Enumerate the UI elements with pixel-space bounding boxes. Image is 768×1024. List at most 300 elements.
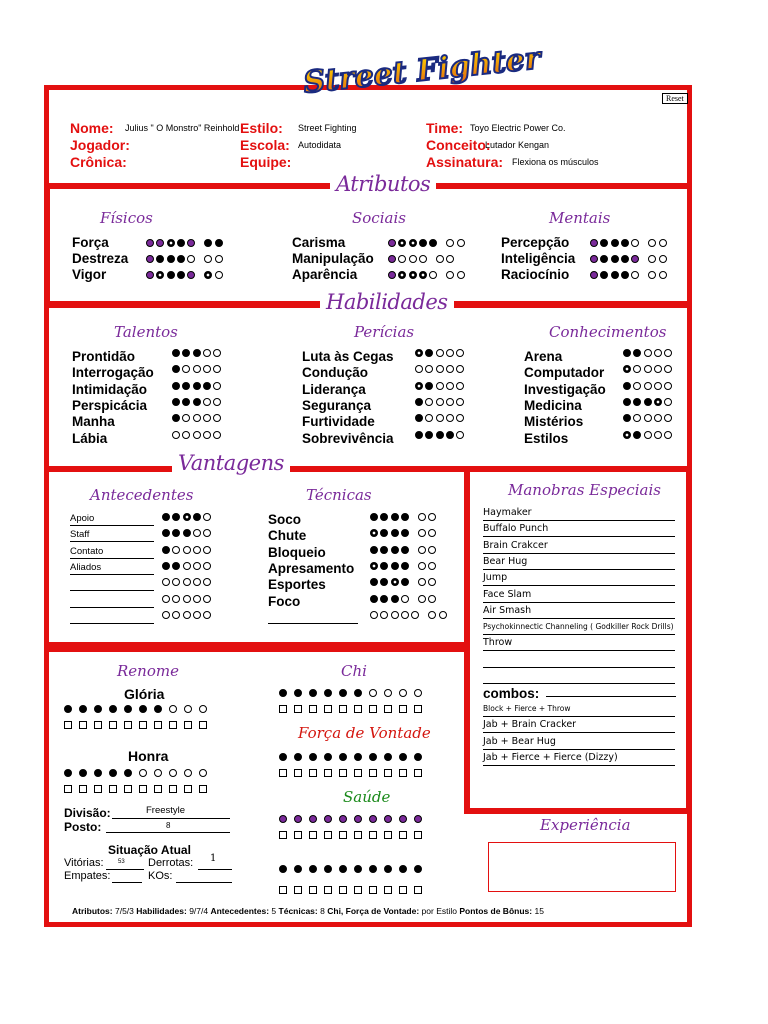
trait-dot[interactable] <box>398 271 406 279</box>
track-square[interactable] <box>124 721 132 729</box>
trait-dot[interactable] <box>156 255 164 263</box>
trait-dot[interactable] <box>380 562 388 570</box>
trait-dot[interactable] <box>177 255 185 263</box>
trait-dot[interactable] <box>370 578 378 586</box>
manobra-line[interactable]: Brain Crakcer <box>483 540 675 554</box>
ability-dots[interactable] <box>172 431 223 439</box>
forca-vontade-dots[interactable] <box>279 753 429 761</box>
track-square[interactable] <box>324 831 332 839</box>
ability-dots[interactable] <box>623 382 674 390</box>
track-square[interactable] <box>294 831 302 839</box>
trait-dots[interactable] <box>590 271 669 279</box>
trait-dot[interactable] <box>204 239 212 247</box>
track-square[interactable] <box>109 721 117 729</box>
trait-dot[interactable] <box>654 382 662 390</box>
trait-dot[interactable] <box>177 239 185 247</box>
trait-dot[interactable] <box>428 578 436 586</box>
trait-dot[interactable] <box>664 431 672 439</box>
gloria-squares[interactable] <box>64 721 214 729</box>
ability-dots[interactable] <box>623 365 674 373</box>
track-square[interactable] <box>294 705 302 713</box>
track-square[interactable] <box>369 886 377 894</box>
trait-dot[interactable] <box>429 239 437 247</box>
empates-field[interactable] <box>112 870 142 883</box>
track-dot[interactable] <box>139 705 147 713</box>
track-dot[interactable] <box>369 753 377 761</box>
antecedente-dots[interactable] <box>162 562 213 570</box>
track-dot[interactable] <box>354 689 362 697</box>
tecnica-dots[interactable] <box>370 578 439 586</box>
trait-dot[interactable] <box>425 431 433 439</box>
trait-dot[interactable] <box>418 513 426 521</box>
trait-dot[interactable] <box>167 271 175 279</box>
manobra-line[interactable]: Throw <box>483 637 675 651</box>
antecedente-field[interactable] <box>70 610 154 624</box>
trait-dot[interactable] <box>633 365 641 373</box>
track-dot[interactable] <box>139 769 147 777</box>
vitorias-value[interactable]: 53 <box>118 859 125 865</box>
track-square[interactable] <box>369 831 377 839</box>
trait-dot[interactable] <box>644 414 652 422</box>
saude-dots-1[interactable] <box>279 815 429 823</box>
trait-dot[interactable] <box>425 365 433 373</box>
track-dot[interactable] <box>309 815 317 823</box>
trait-dot[interactable] <box>401 546 409 554</box>
track-square[interactable] <box>79 721 87 729</box>
trait-dot[interactable] <box>193 365 201 373</box>
track-dot[interactable] <box>354 753 362 761</box>
honra-dots[interactable] <box>64 769 214 777</box>
track-square[interactable] <box>309 705 317 713</box>
tecnica-dots[interactable] <box>370 546 439 554</box>
manobra-line[interactable]: Face Slam <box>483 589 675 603</box>
trait-dot[interactable] <box>415 349 423 357</box>
trait-dot[interactable] <box>380 595 388 603</box>
track-dot[interactable] <box>309 753 317 761</box>
trait-dot[interactable] <box>187 271 195 279</box>
gloria-dots[interactable] <box>64 705 214 713</box>
trait-dot[interactable] <box>623 431 631 439</box>
antecedente-dots[interactable] <box>162 595 213 603</box>
trait-dot[interactable] <box>182 398 190 406</box>
trait-dot[interactable] <box>428 611 436 619</box>
antecedente-field[interactable]: Contato <box>70 545 154 559</box>
trait-dot[interactable] <box>193 349 201 357</box>
trait-dot[interactable] <box>664 365 672 373</box>
track-dot[interactable] <box>124 769 132 777</box>
trait-dot[interactable] <box>446 255 454 263</box>
trait-dot[interactable] <box>457 239 465 247</box>
track-dot[interactable] <box>94 769 102 777</box>
track-dot[interactable] <box>169 769 177 777</box>
trait-dot[interactable] <box>664 382 672 390</box>
track-square[interactable] <box>399 831 407 839</box>
trait-dot[interactable] <box>162 513 170 521</box>
antecedente-dots[interactable] <box>162 546 213 554</box>
header-value[interactable]: Street Fighting <box>298 123 357 133</box>
trait-dot[interactable] <box>391 546 399 554</box>
trait-dot[interactable] <box>172 529 180 537</box>
trait-dot[interactable] <box>415 365 423 373</box>
trait-dot[interactable] <box>177 271 185 279</box>
trait-dot[interactable] <box>633 414 641 422</box>
trait-dot[interactable] <box>391 595 399 603</box>
trait-dot[interactable] <box>644 382 652 390</box>
trait-dots[interactable] <box>388 255 457 263</box>
manobra-line[interactable] <box>483 654 675 668</box>
track-square[interactable] <box>294 769 302 777</box>
tecnica-field[interactable] <box>268 610 358 624</box>
track-square[interactable] <box>309 831 317 839</box>
trait-dot[interactable] <box>418 546 426 554</box>
trait-dot[interactable] <box>172 431 180 439</box>
track-square[interactable] <box>199 721 207 729</box>
trait-dot[interactable] <box>398 239 406 247</box>
trait-dot[interactable] <box>167 255 175 263</box>
trait-dot[interactable] <box>183 513 191 521</box>
trait-dot[interactable] <box>654 398 662 406</box>
kos-field[interactable] <box>176 870 232 883</box>
trait-dots[interactable] <box>590 239 669 247</box>
trait-dot[interactable] <box>203 382 211 390</box>
track-dot[interactable] <box>339 865 347 873</box>
trait-dot[interactable] <box>456 431 464 439</box>
trait-dot[interactable] <box>370 546 378 554</box>
track-dot[interactable] <box>294 753 302 761</box>
track-dot[interactable] <box>369 815 377 823</box>
track-square[interactable] <box>324 705 332 713</box>
trait-dot[interactable] <box>456 414 464 422</box>
track-square[interactable] <box>369 769 377 777</box>
trait-dot[interactable] <box>204 255 212 263</box>
track-dot[interactable] <box>399 865 407 873</box>
trait-dot[interactable] <box>162 562 170 570</box>
trait-dot[interactable] <box>172 365 180 373</box>
trait-dot[interactable] <box>590 239 598 247</box>
trait-dot[interactable] <box>590 271 598 279</box>
track-square[interactable] <box>279 705 287 713</box>
trait-dot[interactable] <box>172 546 180 554</box>
trait-dots[interactable] <box>146 239 225 247</box>
track-square[interactable] <box>64 785 72 793</box>
antecedente-field[interactable] <box>70 594 154 608</box>
trait-dot[interactable] <box>648 255 656 263</box>
manobra-line[interactable]: Bear Hug <box>483 556 675 570</box>
track-dot[interactable] <box>369 689 377 697</box>
track-square[interactable] <box>279 886 287 894</box>
track-square[interactable] <box>354 705 362 713</box>
trait-dot[interactable] <box>621 239 629 247</box>
trait-dot[interactable] <box>415 414 423 422</box>
trait-dot[interactable] <box>203 398 211 406</box>
trait-dot[interactable] <box>436 431 444 439</box>
trait-dot[interactable] <box>415 431 423 439</box>
trait-dot[interactable] <box>648 239 656 247</box>
track-dot[interactable] <box>399 753 407 761</box>
trait-dot[interactable] <box>419 271 427 279</box>
ability-dots[interactable] <box>623 398 674 406</box>
track-square[interactable] <box>109 785 117 793</box>
track-square[interactable] <box>414 769 422 777</box>
track-dot[interactable] <box>294 689 302 697</box>
combo-line[interactable]: Block + Fierce + Throw <box>483 703 675 717</box>
trait-dots[interactable] <box>146 271 225 279</box>
manobra-line[interactable]: Psychokinnectic Channeling ( Godkiller Rock Drills) <box>483 621 675 635</box>
trait-dot[interactable] <box>428 562 436 570</box>
trait-dot[interactable] <box>213 414 221 422</box>
tecnica-dots[interactable] <box>370 513 439 521</box>
trait-dot[interactable] <box>664 349 672 357</box>
track-dot[interactable] <box>279 815 287 823</box>
trait-dot[interactable] <box>401 578 409 586</box>
trait-dot[interactable] <box>633 431 641 439</box>
ability-dots[interactable] <box>172 414 223 422</box>
track-dot[interactable] <box>64 705 72 713</box>
track-dot[interactable] <box>369 865 377 873</box>
trait-dot[interactable] <box>193 431 201 439</box>
trait-dot[interactable] <box>183 529 191 537</box>
ability-dots[interactable] <box>172 349 223 357</box>
trait-dot[interactable] <box>425 414 433 422</box>
track-square[interactable] <box>184 721 192 729</box>
trait-dot[interactable] <box>621 271 629 279</box>
track-square[interactable] <box>339 886 347 894</box>
trait-dot[interactable] <box>654 431 662 439</box>
trait-dot[interactable] <box>456 349 464 357</box>
trait-dot[interactable] <box>193 562 201 570</box>
trait-dot[interactable] <box>215 255 223 263</box>
trait-dot[interactable] <box>167 239 175 247</box>
tecnica-dots[interactable] <box>370 595 439 603</box>
track-dot[interactable] <box>294 815 302 823</box>
trait-dot[interactable] <box>418 578 426 586</box>
trait-dot[interactable] <box>388 271 396 279</box>
trait-dot[interactable] <box>623 414 631 422</box>
trait-dot[interactable] <box>203 513 211 521</box>
trait-dot[interactable] <box>182 365 190 373</box>
header-value[interactable]: Autodidata <box>298 140 342 150</box>
trait-dot[interactable] <box>213 398 221 406</box>
track-dot[interactable] <box>324 815 332 823</box>
trait-dot[interactable] <box>193 595 201 603</box>
track-dot[interactable] <box>109 769 117 777</box>
trait-dot[interactable] <box>418 595 426 603</box>
ability-dots[interactable] <box>623 349 674 357</box>
track-dot[interactable] <box>384 815 392 823</box>
chi-squares[interactable] <box>279 705 429 713</box>
tecnica-dots[interactable] <box>370 611 449 619</box>
trait-dot[interactable] <box>193 578 201 586</box>
derrotas-value[interactable]: 1 <box>210 853 217 864</box>
track-square[interactable] <box>384 886 392 894</box>
trait-dot[interactable] <box>644 349 652 357</box>
vitorias-field[interactable] <box>106 857 144 870</box>
track-square[interactable] <box>124 785 132 793</box>
trait-dot[interactable] <box>203 562 211 570</box>
antecedente-field[interactable]: Apoio <box>70 512 154 526</box>
manobra-line[interactable]: Air Smash <box>483 605 675 619</box>
trait-dot[interactable] <box>425 398 433 406</box>
track-square[interactable] <box>94 721 102 729</box>
trait-dot[interactable] <box>456 398 464 406</box>
trait-dot[interactable] <box>183 611 191 619</box>
trait-dot[interactable] <box>436 365 444 373</box>
trait-dot[interactable] <box>436 349 444 357</box>
trait-dot[interactable] <box>654 365 662 373</box>
manobra-line[interactable]: Haymaker <box>483 507 675 521</box>
manobra-line[interactable] <box>483 670 675 684</box>
trait-dot[interactable] <box>621 255 629 263</box>
track-square[interactable] <box>309 769 317 777</box>
trait-dot[interactable] <box>187 255 195 263</box>
trait-dot[interactable] <box>183 595 191 603</box>
track-dot[interactable] <box>309 865 317 873</box>
antecedente-dots[interactable] <box>162 529 213 537</box>
trait-dot[interactable] <box>193 513 201 521</box>
track-dot[interactable] <box>384 865 392 873</box>
trait-dot[interactable] <box>162 546 170 554</box>
trait-dot[interactable] <box>162 578 170 586</box>
trait-dot[interactable] <box>204 271 212 279</box>
trait-dot[interactable] <box>446 349 454 357</box>
track-square[interactable] <box>339 705 347 713</box>
trait-dot[interactable] <box>203 349 211 357</box>
track-dot[interactable] <box>169 705 177 713</box>
trait-dot[interactable] <box>633 382 641 390</box>
trait-dot[interactable] <box>213 382 221 390</box>
antecedente-field[interactable]: Staff <box>70 528 154 542</box>
trait-dot[interactable] <box>611 239 619 247</box>
chi-dots[interactable] <box>279 689 429 697</box>
antecedente-dots[interactable] <box>162 578 213 586</box>
trait-dot[interactable] <box>370 529 378 537</box>
track-dot[interactable] <box>184 705 192 713</box>
ability-dots[interactable] <box>172 382 223 390</box>
track-dot[interactable] <box>199 705 207 713</box>
trait-dot[interactable] <box>436 382 444 390</box>
trait-dot[interactable] <box>611 255 619 263</box>
trait-dot[interactable] <box>172 414 180 422</box>
track-dot[interactable] <box>154 769 162 777</box>
track-square[interactable] <box>369 705 377 713</box>
track-dot[interactable] <box>184 769 192 777</box>
combo-line[interactable]: Jab + Fierce + Fierce (Dizzy) <box>483 752 675 766</box>
trait-dot[interactable] <box>429 271 437 279</box>
trait-dot[interactable] <box>446 398 454 406</box>
combo-line[interactable]: Jab + Bear Hug <box>483 736 675 750</box>
track-square[interactable] <box>184 785 192 793</box>
trait-dot[interactable] <box>446 271 454 279</box>
ability-dots[interactable] <box>415 365 466 373</box>
trait-dot[interactable] <box>659 239 667 247</box>
trait-dot[interactable] <box>436 398 444 406</box>
trait-dot[interactable] <box>182 414 190 422</box>
trait-dot[interactable] <box>401 562 409 570</box>
trait-dot[interactable] <box>600 255 608 263</box>
trait-dot[interactable] <box>631 255 639 263</box>
track-dot[interactable] <box>324 689 332 697</box>
trait-dot[interactable] <box>156 239 164 247</box>
trait-dot[interactable] <box>391 562 399 570</box>
trait-dot[interactable] <box>172 513 180 521</box>
track-dot[interactable] <box>414 815 422 823</box>
track-dot[interactable] <box>279 865 287 873</box>
trait-dot[interactable] <box>436 255 444 263</box>
track-dot[interactable] <box>324 865 332 873</box>
track-square[interactable] <box>414 831 422 839</box>
track-dot[interactable] <box>414 689 422 697</box>
trait-dot[interactable] <box>187 239 195 247</box>
tecnica-dots[interactable] <box>370 529 439 537</box>
trait-dot[interactable] <box>203 611 211 619</box>
header-value[interactable]: Julius " O Monstro" Reinhold <box>125 123 240 133</box>
trait-dot[interactable] <box>439 611 447 619</box>
track-dot[interactable] <box>324 753 332 761</box>
trait-dot[interactable] <box>659 255 667 263</box>
track-dot[interactable] <box>339 815 347 823</box>
trait-dot[interactable] <box>213 349 221 357</box>
antecedente-field[interactable]: Aliados <box>70 561 154 575</box>
trait-dot[interactable] <box>193 529 201 537</box>
trait-dot[interactable] <box>633 398 641 406</box>
track-dot[interactable] <box>279 689 287 697</box>
trait-dot[interactable] <box>172 382 180 390</box>
header-value[interactable]: Lutador Kengan <box>485 140 550 150</box>
trait-dot[interactable] <box>193 414 201 422</box>
antecedente-field[interactable] <box>70 577 154 591</box>
track-square[interactable] <box>384 705 392 713</box>
track-square[interactable] <box>279 769 287 777</box>
trait-dot[interactable] <box>213 365 221 373</box>
trait-dot[interactable] <box>664 398 672 406</box>
trait-dot[interactable] <box>590 255 598 263</box>
track-dot[interactable] <box>414 753 422 761</box>
trait-dots[interactable] <box>590 255 669 263</box>
trait-dot[interactable] <box>401 513 409 521</box>
trait-dot[interactable] <box>193 382 201 390</box>
track-square[interactable] <box>169 721 177 729</box>
trait-dot[interactable] <box>370 611 378 619</box>
saude-squares-2[interactable] <box>279 886 429 894</box>
trait-dot[interactable] <box>193 398 201 406</box>
track-dot[interactable] <box>339 689 347 697</box>
track-dot[interactable] <box>399 815 407 823</box>
track-square[interactable] <box>94 785 102 793</box>
trait-dot[interactable] <box>446 382 454 390</box>
track-square[interactable] <box>399 769 407 777</box>
divisao-value[interactable]: Freestyle <box>146 805 186 816</box>
reset-button[interactable]: Reset <box>662 93 688 104</box>
honra-squares[interactable] <box>64 785 214 793</box>
trait-dot[interactable] <box>182 349 190 357</box>
trait-dot[interactable] <box>203 595 211 603</box>
track-square[interactable] <box>64 721 72 729</box>
trait-dot[interactable] <box>428 529 436 537</box>
antecedente-dots[interactable] <box>162 611 213 619</box>
track-dot[interactable] <box>354 815 362 823</box>
trait-dot[interactable] <box>203 365 211 373</box>
trait-dot[interactable] <box>172 398 180 406</box>
forca-vontade-squares[interactable] <box>279 769 429 777</box>
header-value[interactable]: Flexiona os músculos <box>512 157 599 167</box>
track-dot[interactable] <box>309 689 317 697</box>
trait-dot[interactable] <box>380 529 388 537</box>
trait-dot[interactable] <box>182 382 190 390</box>
track-dot[interactable] <box>339 753 347 761</box>
track-square[interactable] <box>384 769 392 777</box>
trait-dot[interactable] <box>183 546 191 554</box>
trait-dot[interactable] <box>648 271 656 279</box>
